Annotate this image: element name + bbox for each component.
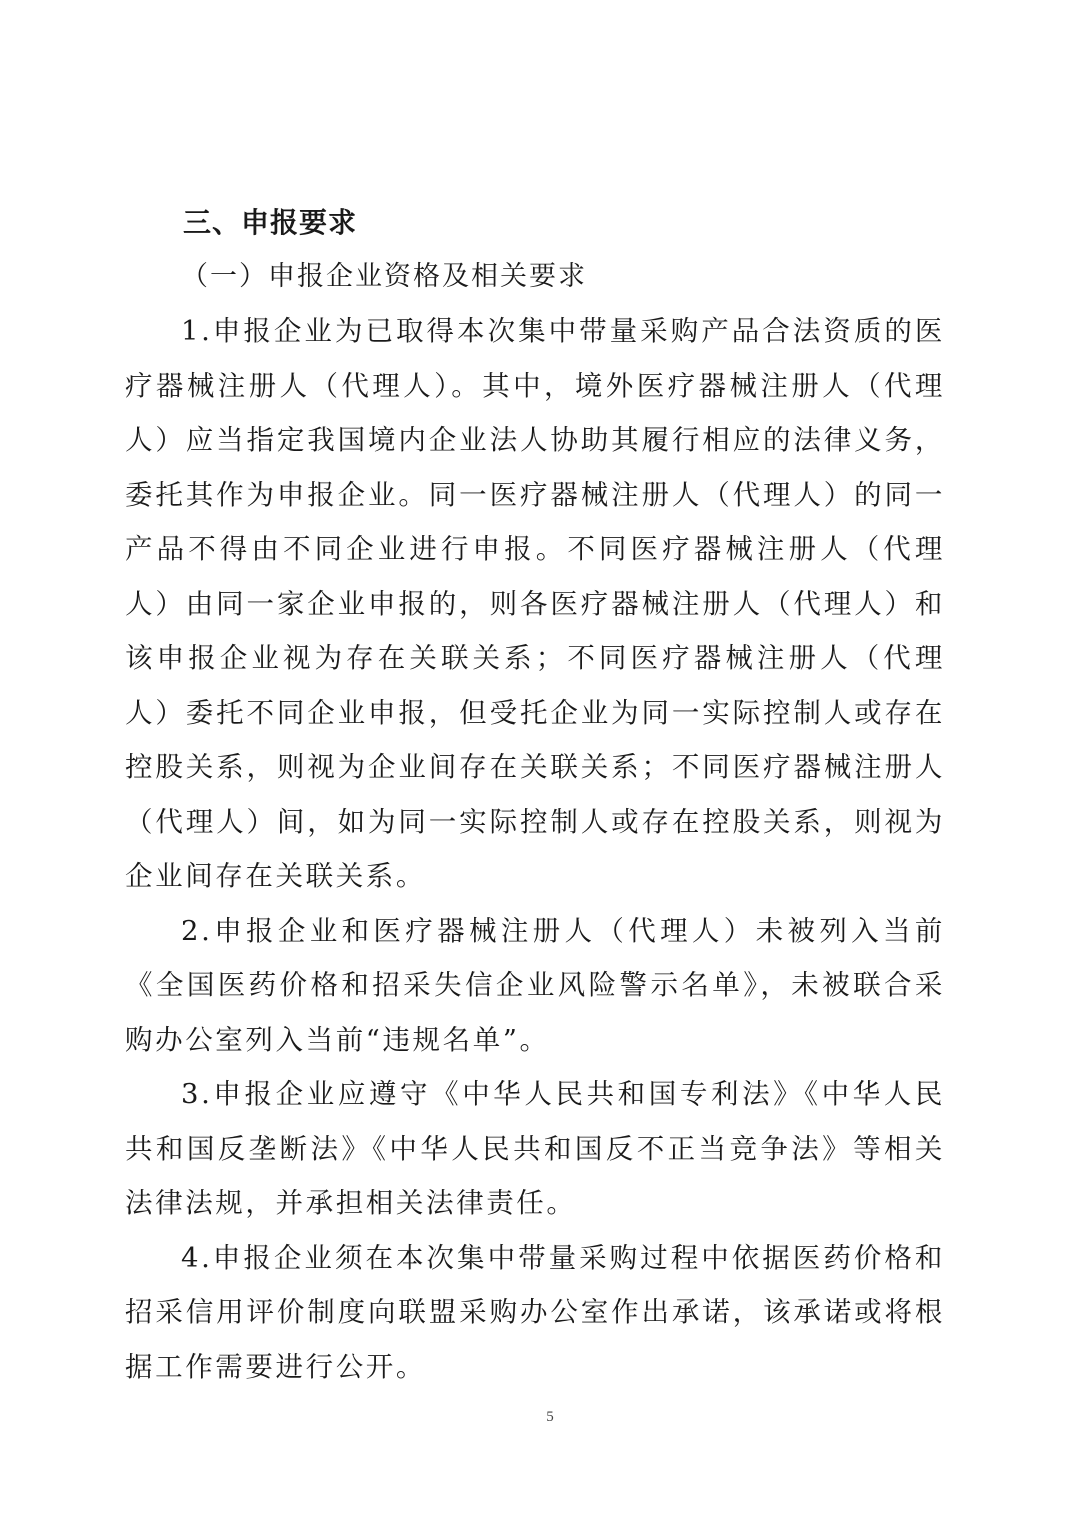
- page-number: 5: [546, 1409, 554, 1425]
- document-body: [125, 196, 945, 1394]
- section-heading: 三、申报要求: [183, 206, 358, 239]
- paragraph-1: 1.申报企业为已取得本次集中带量采购产品合法资质的医疗器械注册人（代理人）。其中，境外医疗器械注册人（代理人）应当指定我国境内企业法人协助其履行相应的法律义务，委托其作为申报企业。同一医疗器械注册人（代理人）的同一产品不得由不同企业进行申报。不同医疗器械注册人（代理人）由同一家企业申报的，则各医疗器械注册人（代理人）和该申报企业视为存在关联关系；不同医疗器械注册人（代理人）委托不同企业申报，但受托企业为同一实际控制人或存在控股关系，则视为企业间存在关联关系；不同医疗器械注册人（代理人）间，如为同一实际控制人或存在控股关系，则视为企业间存在关联关系。: [125, 315, 945, 892]
- sub-heading: （一）申报企业资格及相关要求: [181, 261, 587, 292]
- paragraph-2: 2.申报企业和医疗器械注册人（代理人）未被列入当前《全国医药价格和招采失信企业风险警示名单》，未被联合采购办公室列入当前“违规名单”。: [125, 914, 945, 1056]
- paragraph-4: 4.申报企业须在本次集中带量采购过程中依据医药价格和招采信用评价制度向联盟采购办公室作出承诺，该承诺或将根据工作需要进行公开。: [125, 1241, 945, 1383]
- paragraph-3: 3.申报企业应遵守《中华人民共和国专利法》《中华人民共和国反垄断法》《中华人民共和国反不正当竞争法》等相关法律法规，并承担相关法律责任。: [125, 1078, 945, 1219]
